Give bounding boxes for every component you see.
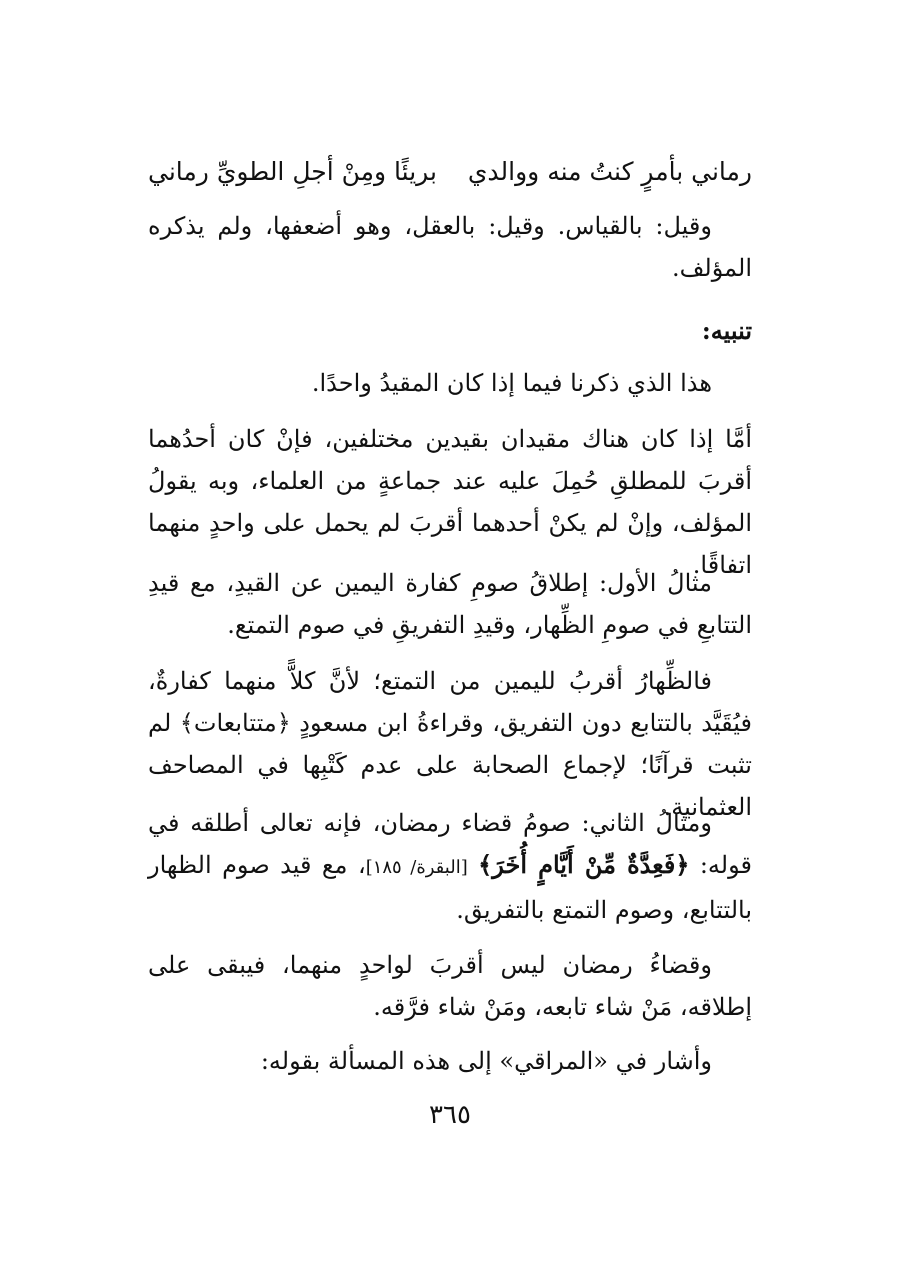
paragraph-6 [148,802,752,931]
verse-hemistich-right: رماني بأمرٍ كنتُ منه ووالدي [467,157,752,186]
paragraph-4: مثالُ الأول: إطلاقُ صومِ كفارة اليمين عن القيدِ، مع قيدِ التتابعِ في صومِ الظِّهار، وقيدِ التفريقِ في صوم التمتع. [148,569,752,639]
poetry-verse [148,152,752,192]
verse-hemistich-left: بريئًا ومِنْ أجلِ الطويِّ رماني [148,157,437,186]
section-heading: تنبيه: [701,316,752,345]
paragraph-5: فالظِّهارُ أقربُ لليمين من التمتع؛ لأنَّ كلاًّ منهما كفارةٌ، فيُقَيَّد بالتتابع دون التفريق، وقراءةُ ابن مسعودٍ ﴿متتابعات﴾ لم تثبت قرآنًا؛ لإجماع الصحابة على عدم كَتْبِها في المصاحف العثمانية. [148,667,752,821]
paragraph-6-intro: ومثالُ الثاني: صومُ قضاء رمضان، فإنه تعالى أطلقه في قوله: [148,809,752,879]
quran-reference: [البقرة/ ١٨٥] [365,857,468,878]
paragraph-7: وقضاءُ رمضان ليس أقربَ لواحدٍ منهما، فيبقى على إطلاقه، مَنْ شاء تابعه، ومَنْ شاء فرَّقه. [148,951,752,1021]
paragraph-8: وأشار في «المراقي» إلى هذه المسألة بقوله: [260,1047,712,1075]
paragraph-2: هذا الذي ذكرنا فيما إذا كان المقيدُ واحدًا. [311,369,712,397]
paragraph-1: وقيل: بالقياس. وقيل: بالعقل، وهو أضعفها، ولم يذكره المؤلف. [148,212,752,282]
quran-quote: ﴿فَعِدَّةٌ مِّنْ أَيَّامٍ أُخَرَ﴾ [478,850,690,879]
paragraph-6-rest: ، مع قيد صوم الظهار بالتتابع، وصوم التمتع بالتفريق. [148,851,752,924]
paragraph-3: أمَّا إذا كان هناك مقيدان بقيدين مختلفين، فإنْ كان أحدُهما أقربَ للمطلقِ حُمِلَ عليه عند جماعةٍ من العلماء، وبه يقولُ المؤلف، وإنْ لم يكنْ أحدهما أقربَ لم يحمل على واحدٍ منهما اتفاقًا. [148,425,753,579]
page-number: ٣٦٥ [429,1100,471,1130]
